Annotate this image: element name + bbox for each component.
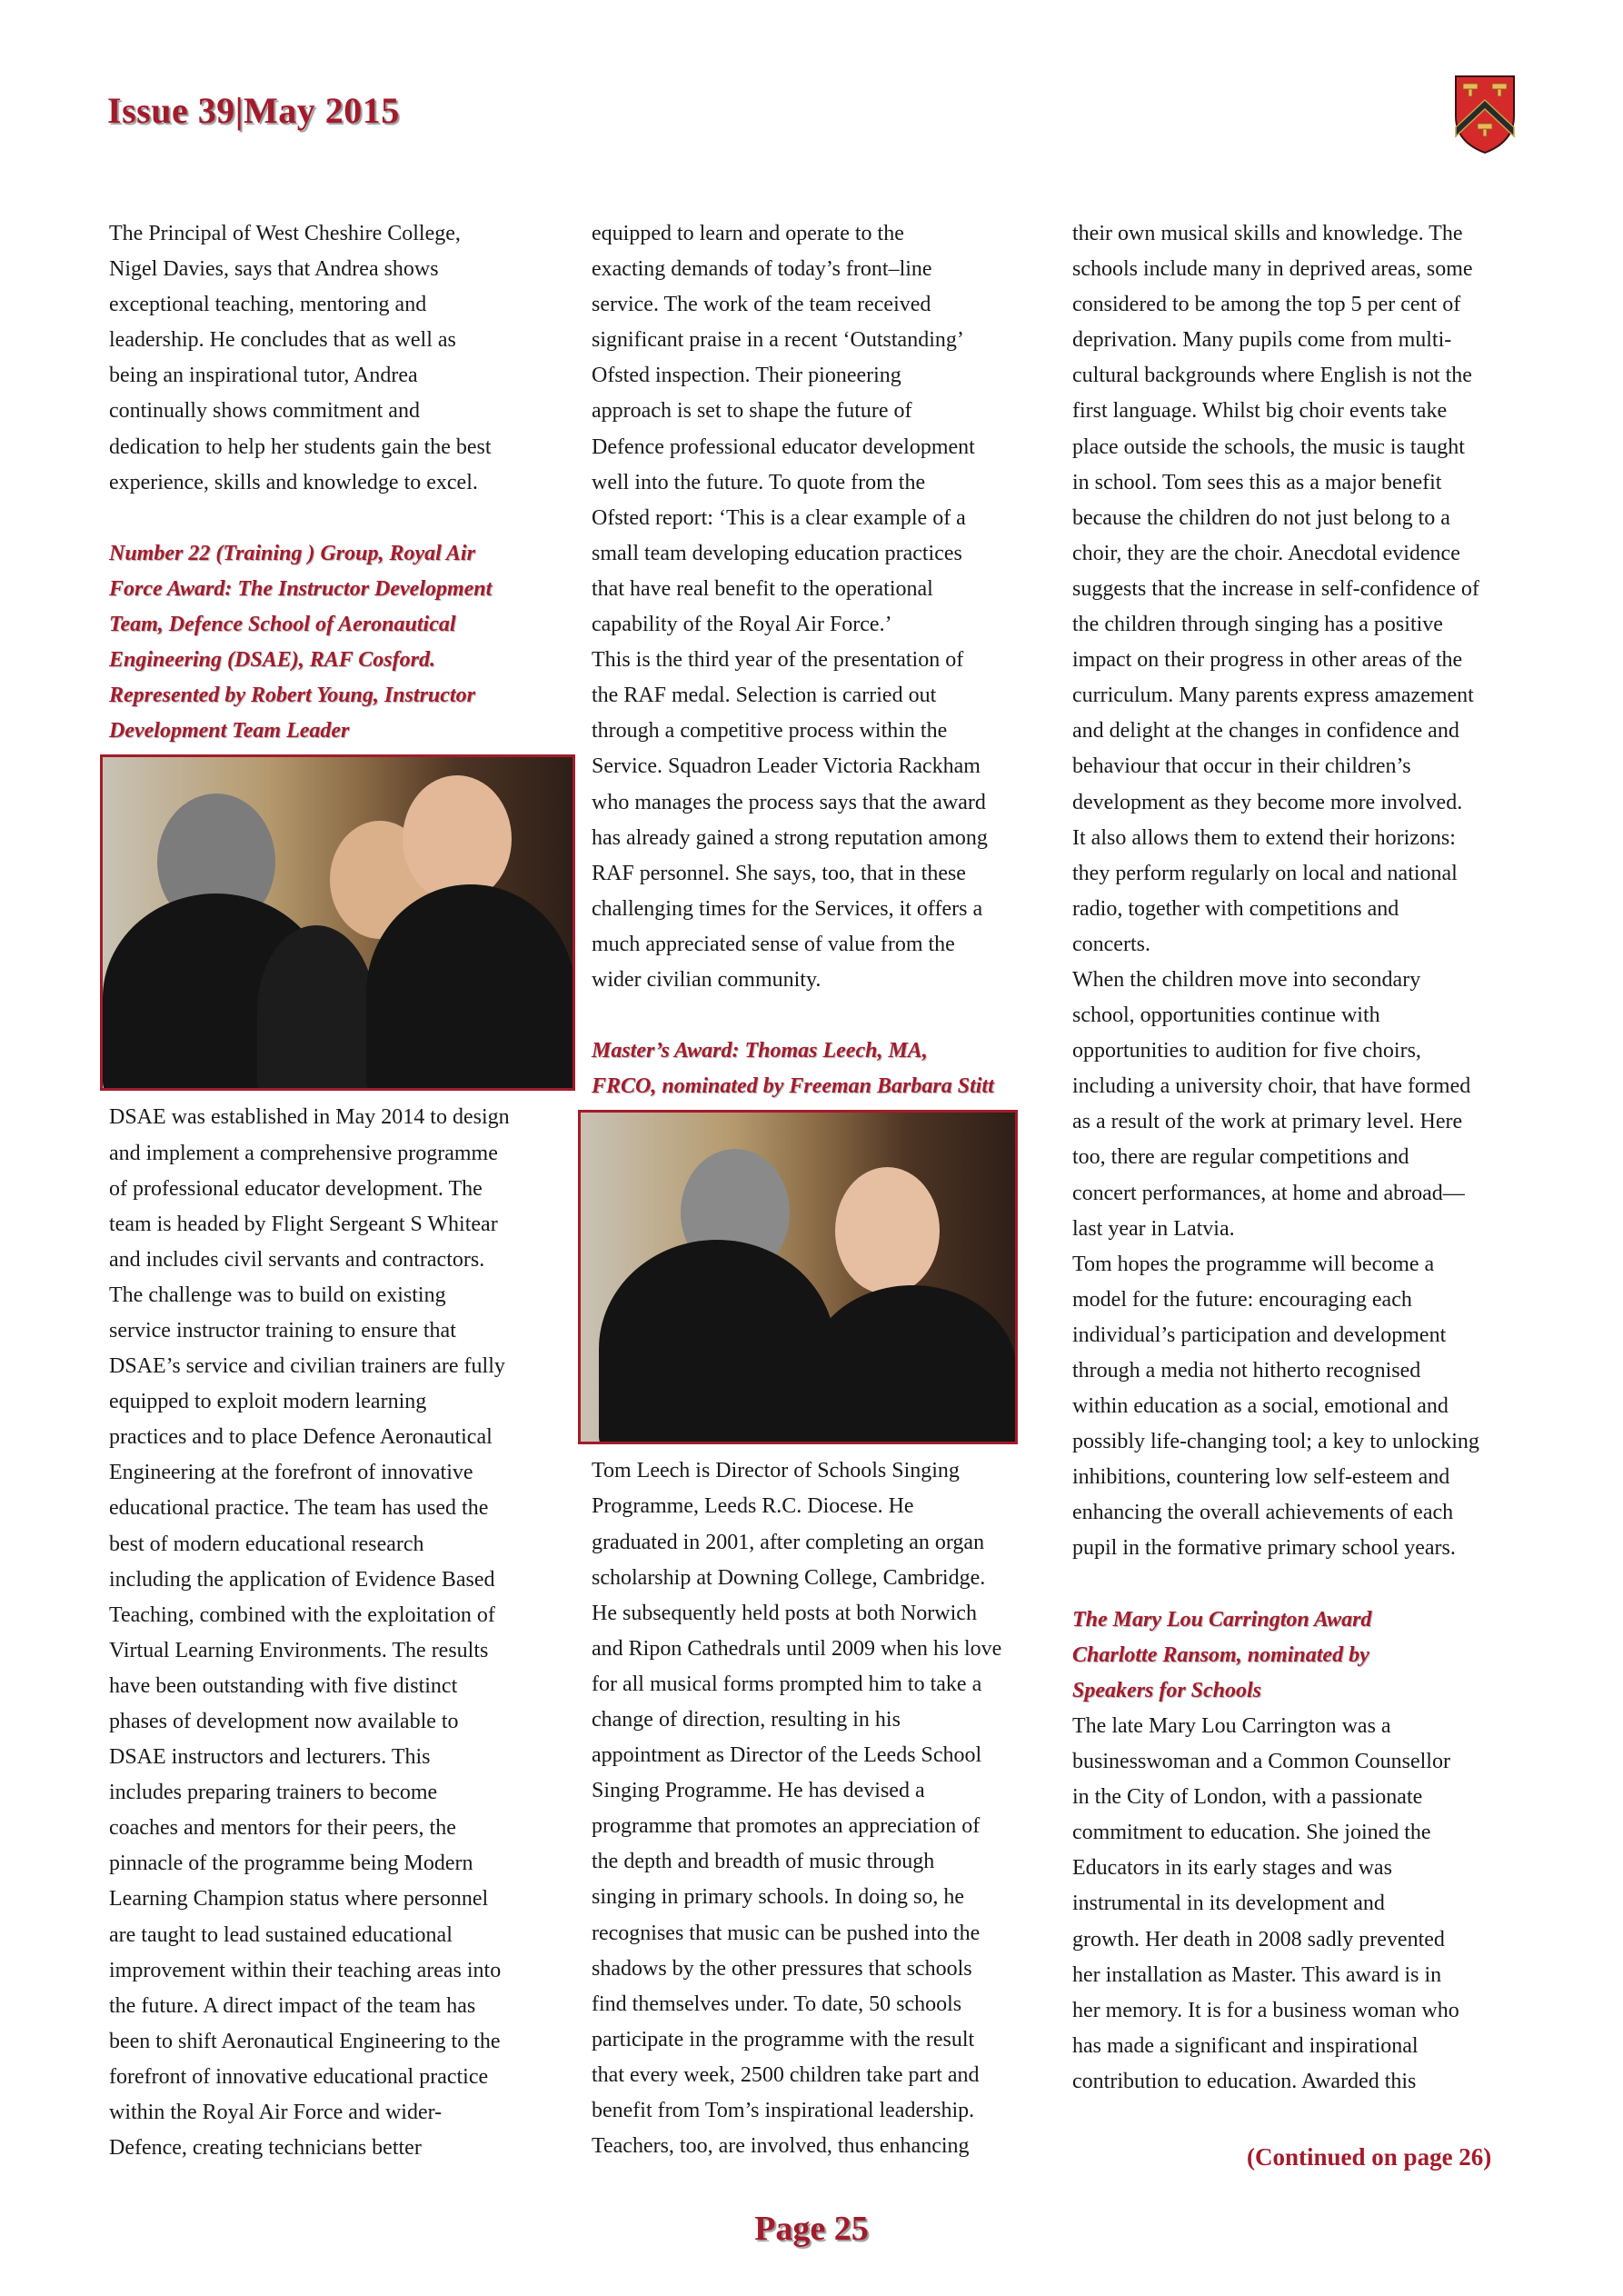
text-line: last year in Latvia. xyxy=(1072,1216,1235,1241)
text-line: are taught to lead sustained educational xyxy=(109,1922,453,1947)
text-line: they perform regularly on local and national xyxy=(1072,861,1458,885)
text-line: This is the third year of the presentation of xyxy=(592,648,964,673)
text-line: school, opportunities continue with xyxy=(1072,1003,1380,1028)
text-line: curriculum. Many parents express amazement xyxy=(1072,684,1474,708)
text-line: continually shows commitment and xyxy=(109,399,420,424)
text-line: appointment as Director of the Leeds School xyxy=(592,1743,982,1768)
text-line: been to shift Aeronautical Engineering to the xyxy=(109,2029,501,2053)
text-line: inhibitions, countering low self-esteem and xyxy=(1072,1465,1450,1490)
text-line: choir, they are the choir. Anecdotal evidence xyxy=(1072,541,1460,565)
issue-title: Issue 39|May 2015 xyxy=(107,90,400,131)
heading-line: Master’s Award: Thomas Leech, MA, xyxy=(592,1039,928,1063)
heading-masters-award xyxy=(592,1033,1046,1104)
text-line: exacting demands of today’s front–line xyxy=(592,257,932,282)
text-line: RAF personnel. She says, too, that in these xyxy=(592,861,966,885)
text-line: and implement a comprehensive programme xyxy=(109,1141,498,1165)
text-line: concerts. xyxy=(1072,932,1150,956)
continued-link[interactable]: (Continued on page 26) xyxy=(1247,2143,1492,2171)
text-line: Nigel Davies, says that Andrea shows xyxy=(109,257,439,282)
text-line: best of modern educational research xyxy=(109,1532,424,1556)
shield-crest-icon xyxy=(1443,71,1527,155)
text-line: suggests that the increase in self-confidence of xyxy=(1072,576,1479,601)
text-line: Service. Squadron Leader Victoria Rackham xyxy=(592,754,981,779)
text-line: Defence professional educator development xyxy=(592,434,975,459)
text-line: radio, together with competitions and xyxy=(1072,896,1399,921)
text-line: When the children move into secondary xyxy=(1072,967,1421,992)
text-line: enhancing the overall achievements of each xyxy=(1072,1501,1454,1525)
heading-line: Force Award: The Instructor Development xyxy=(109,576,493,601)
text-line: Tom Leech is Director of Schools Singing xyxy=(592,1459,960,1483)
text-line: instrumental in its development and xyxy=(1072,1892,1385,1916)
text-line: has made a significant and inspirational xyxy=(1072,2033,1419,2058)
text-line: Ofsted inspection. Their pioneering xyxy=(592,364,901,388)
text-line: well into the future. To quote from the xyxy=(592,470,926,494)
text-line: Engineering at the forefront of innovative xyxy=(109,1461,473,1485)
text-line: forefront of innovative educational practice xyxy=(109,2064,489,2089)
heading-raf-award xyxy=(109,536,563,750)
person-body xyxy=(808,1285,1017,1444)
text-line: deprivation. Many pupils come from multi- xyxy=(1072,328,1452,353)
text-line: concert performances, at home and abroad— xyxy=(1072,1181,1465,1205)
text-line: practices and to place Defence Aeronautical xyxy=(109,1425,493,1450)
text-line: within the Royal Air Force and wider- xyxy=(109,2101,443,2125)
text-line: equipped to exploit modern learning xyxy=(109,1390,427,1414)
text-line: exceptional teaching, mentoring and xyxy=(109,293,427,317)
text-line: coaches and mentors for their peers, the xyxy=(109,1816,456,1841)
text-line: the depth and breadth of music through xyxy=(592,1850,935,1874)
heading-line: Charlotte Ransom, nominated by xyxy=(1072,1642,1369,1667)
text-line: dedication to help her students gain the best xyxy=(109,434,492,459)
text-line: individual’s participation and development xyxy=(1072,1323,1447,1347)
text-line: her memory. It is for a business woman who xyxy=(1072,1998,1459,2022)
text-line: pupil in the formative primary school years. xyxy=(1072,1536,1456,1561)
text-line: Learning Champion status where personnel xyxy=(109,1887,489,1912)
text-line: considered to be among the top 5 per cent of xyxy=(1072,293,1461,317)
heading-line: Engineering (DSAE), RAF Cosford. xyxy=(109,648,435,673)
text-line: DSAE’s service and civilian trainers are fully xyxy=(109,1354,505,1379)
text-line: businesswoman and a Common Counsellor xyxy=(1072,1750,1450,1774)
text-line: the future. A direct impact of the team has xyxy=(109,1993,476,2018)
heading-line: Development Team Leader xyxy=(109,719,350,744)
heading-line: Team, Defence School of Aeronautical xyxy=(109,613,456,637)
text-line: significant praise in a recent ‘Outstanding’ xyxy=(592,328,964,353)
text-line: It also allows them to extend their horizons: xyxy=(1072,825,1456,850)
text-line: He subsequently held posts at both Norwich xyxy=(592,1601,977,1625)
text-line: place outside the schools, the music is taught xyxy=(1072,434,1465,459)
text-line: model for the future: encouraging each xyxy=(1072,1287,1412,1312)
text-line: much appreciated sense of value from the xyxy=(592,932,955,956)
text-line: the RAF medal. Selection is carried out xyxy=(592,684,937,708)
paragraph-schools xyxy=(1072,216,1527,1567)
text-line: service instructor training to ensure that xyxy=(109,1318,456,1343)
text-line: first language. Whilst big choir events take xyxy=(1072,399,1448,424)
heading-line: Represented by Robert Young, Instructor xyxy=(109,684,475,708)
text-line: singing in primary schools. In doing so, he xyxy=(592,1885,964,1910)
text-line: Educators in its early stages and was xyxy=(1072,1856,1392,1881)
text-line: as a result of the work at primary level. Here xyxy=(1072,1110,1463,1134)
text-line: being an inspirational tutor, Andrea xyxy=(109,364,418,388)
person-head xyxy=(835,1167,940,1294)
text-line: in the City of London, with a passionate xyxy=(1072,1785,1423,1810)
heading-carrington-award xyxy=(1072,1602,1527,1709)
text-line: in school. Tom sees this as a major benefit xyxy=(1072,470,1442,494)
text-line: experience, skills and knowledge to excel. xyxy=(109,470,478,494)
text-line: and delight at the changes in confidence and xyxy=(1072,719,1459,744)
text-line: including a university choir, that have formed xyxy=(1072,1074,1471,1099)
text-line: Programme, Leeds R.C. Diocese. He xyxy=(592,1494,914,1519)
text-line: change of direction, resulting in his xyxy=(592,1708,901,1732)
text-line: possibly life-changing tool; a key to unlocking xyxy=(1072,1430,1479,1454)
paragraph-ofsted xyxy=(592,216,1046,998)
text-line: The challenge was to build on existing xyxy=(109,1283,446,1307)
text-line: Defence, creating technicians better xyxy=(109,2136,422,2161)
text-line: DSAE was established in May 2014 to design xyxy=(109,1105,510,1130)
column-2 xyxy=(592,216,1046,2164)
text-line: find themselves under. To date, 50 schools xyxy=(592,1992,962,2016)
text-line: approach is set to shape the future of xyxy=(592,399,912,424)
heading-line: Number 22 (Training ) Group, Royal Air xyxy=(109,541,475,565)
text-line: too, there are regular competitions and xyxy=(1072,1145,1409,1170)
text-line: within education as a social, emotional and xyxy=(1072,1394,1449,1419)
heading-line: Speakers for Schools xyxy=(1072,1678,1262,1702)
text-line: Tom hopes the programme will become a xyxy=(1072,1252,1435,1276)
text-line: and Ripon Cathedrals until 2009 when his love xyxy=(592,1636,1002,1661)
text-line: service. The work of the team received xyxy=(592,293,931,317)
text-line: have been outstanding with five distinct xyxy=(109,1673,458,1698)
person-body xyxy=(366,884,575,1091)
text-line: recognises that music can be pushed into the xyxy=(592,1921,981,1945)
text-line: Teaching, combined with the exploitation of xyxy=(109,1602,495,1627)
text-line: educational practice. The team has used the xyxy=(109,1496,489,1521)
text-line: wider civilian community. xyxy=(592,967,821,992)
text-line: through a competitive process within the xyxy=(592,719,948,744)
text-line: contribution to education. Awarded this xyxy=(1072,2069,1417,2093)
heading-line: The Mary Lou Carrington Award xyxy=(1072,1607,1372,1632)
photo-raf-award xyxy=(100,754,575,1091)
text-line: that have real benefit to the operational xyxy=(592,576,933,601)
text-line: for all musical forms prompted him to take a xyxy=(592,1672,982,1696)
text-line: cultural backgrounds where English is not the xyxy=(1072,364,1472,388)
text-line: benefit from Tom’s inspirational leadership. xyxy=(592,2099,975,2123)
text-line: DSAE instructors and lecturers. This xyxy=(109,1745,431,1770)
text-line: challenging times for the Services, it offers a xyxy=(592,896,983,921)
text-line: shadows by the other pressures that schools xyxy=(592,1956,972,1981)
text-line: has already gained a strong reputation among xyxy=(592,825,988,850)
text-line: opportunities to audition for five choirs, xyxy=(1072,1039,1421,1063)
text-line: behaviour that occur in their children’s xyxy=(1072,754,1411,779)
text-line: phases of development now available to xyxy=(109,1710,459,1733)
text-line: Singing Programme. He has devised a xyxy=(592,1779,925,1803)
text-line: who manages the process says that the award xyxy=(592,790,986,814)
paragraph-dsae xyxy=(109,1100,563,2166)
text-line: programme that promotes an appreciation of xyxy=(592,1814,981,1839)
text-line: leadership. He concludes that as well as xyxy=(109,328,456,353)
paragraph-tom-leech xyxy=(592,1453,1046,2164)
text-line: impact on their progress in other areas of the xyxy=(1072,648,1463,673)
text-line: commitment to education. She joined the xyxy=(1072,1821,1431,1845)
text-line: team is headed by Flight Sergeant S Whitear xyxy=(109,1212,498,1236)
text-line: their own musical skills and knowledge. The xyxy=(1072,222,1463,245)
person-body xyxy=(599,1240,835,1444)
text-line: scholarship at Downing College, Cambridge. xyxy=(592,1565,986,1590)
text-line: Virtual Learning Environments. The results xyxy=(109,1638,489,1662)
paragraph-principal xyxy=(109,216,563,501)
person-body xyxy=(257,925,375,1091)
text-line: her installation as Master. This award is in xyxy=(1072,1962,1442,1987)
text-line: small team developing education practices xyxy=(592,541,962,565)
column-1 xyxy=(109,216,563,2166)
text-line: including the application of Evidence Based xyxy=(109,1567,495,1592)
text-line: development as they become more involved. xyxy=(1072,790,1463,814)
heading-line: FRCO, nominated by Freeman Barbara Stitt xyxy=(592,1074,994,1099)
text-line: through a media not hitherto recognised xyxy=(1072,1359,1421,1383)
text-line: equipped to learn and operate to the xyxy=(592,222,904,245)
text-line: the children through singing has a positive xyxy=(1072,613,1443,637)
column-3 xyxy=(1072,216,1527,2100)
person-head xyxy=(403,775,512,903)
text-line: The Principal of West Cheshire College, xyxy=(109,222,461,245)
paragraph-carrington xyxy=(1072,1709,1527,2100)
text-line: The late Mary Lou Carrington was a xyxy=(1072,1713,1391,1738)
text-line: that every week, 2500 children take part and xyxy=(592,2062,980,2087)
text-line: Teachers, too, are involved, thus enhancing xyxy=(592,2134,970,2159)
text-line: schools include many in deprived areas, some xyxy=(1072,257,1473,282)
text-line: because the children do not just belong to a xyxy=(1072,505,1450,530)
text-line: improvement within their teaching areas into xyxy=(109,1958,502,1982)
page-number: Page 25 xyxy=(754,2210,869,2248)
text-line: pinnacle of the programme being Modern xyxy=(109,1852,473,1876)
text-line: capability of the Royal Air Force.’ xyxy=(592,613,892,637)
text-line: graduated in 2001, after completing an organ xyxy=(592,1530,985,1554)
text-line: Ofsted report: ‘This is a clear example of a xyxy=(592,505,966,530)
photo-masters-award xyxy=(578,1110,1018,1444)
text-line: participate in the programme with the result xyxy=(592,2027,975,2051)
text-line: growth. Her death in 2008 sadly prevented xyxy=(1072,1927,1445,1952)
text-line: of professional educator development. The xyxy=(109,1176,483,1201)
text-line: includes preparing trainers to become xyxy=(109,1781,438,1805)
text-line: and includes civil servants and contractors. xyxy=(109,1247,485,1272)
